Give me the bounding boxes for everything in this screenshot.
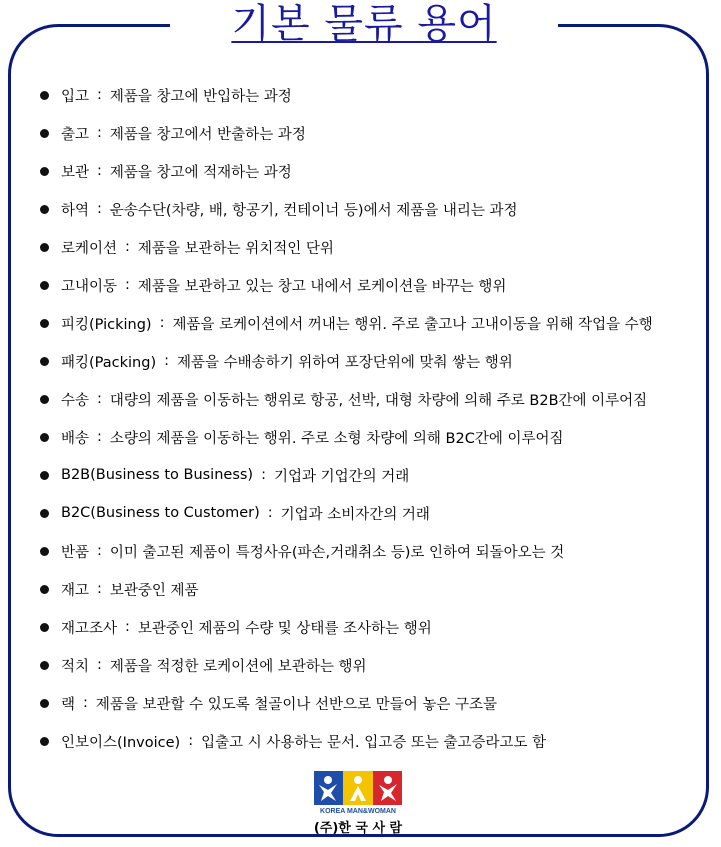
term-item xyxy=(40,380,710,418)
term-separator: : xyxy=(97,429,102,445)
term-description: 제품을 보관하고 있는 창고 내에서 로케이션을 바꾸는 행위 xyxy=(137,278,507,295)
bullet-icon xyxy=(40,585,49,594)
term-item xyxy=(40,722,710,760)
bullet-icon xyxy=(40,357,49,366)
term-name: B2C(Business to Customer) xyxy=(61,505,260,521)
bullet-icon xyxy=(40,433,49,442)
term-description: 기업과 기업간의 거래 xyxy=(273,468,410,485)
term-description: 이미 출고된 제품이 특정사유(파손,거래취소 등)로 인하여 되돌아오는 것 xyxy=(109,544,565,561)
term-name: 랙 xyxy=(61,696,76,713)
logo-mark xyxy=(314,771,402,815)
term-separator: : xyxy=(97,391,102,407)
term-name: 출고 xyxy=(61,126,90,143)
term-separator: : xyxy=(125,239,130,255)
term-name: 패킹(Packing) xyxy=(61,354,157,371)
term-item xyxy=(40,570,710,608)
term-name: 배송 xyxy=(61,430,90,447)
logo-text: KOREA MAN&WOMAN xyxy=(320,808,396,815)
term-name: 보관 xyxy=(61,164,90,181)
term-item xyxy=(40,190,710,228)
term-list xyxy=(40,76,710,760)
company-logo xyxy=(313,771,403,835)
title-area xyxy=(170,0,558,52)
term-item xyxy=(40,494,710,532)
term-name: 반품 xyxy=(61,544,90,561)
bullet-icon xyxy=(40,471,49,480)
term-item xyxy=(40,76,710,114)
term-separator: : xyxy=(125,619,130,635)
term-name: 적치 xyxy=(61,658,90,675)
bullet-icon xyxy=(40,509,49,518)
term-item xyxy=(40,418,710,456)
bullet-icon xyxy=(40,395,49,404)
bullet-icon xyxy=(40,319,49,328)
figure-head-icon xyxy=(384,776,392,784)
term-name: 고내이동 xyxy=(61,278,118,295)
figure-head-icon xyxy=(354,776,362,784)
figure-head-icon xyxy=(324,776,332,784)
bullet-icon xyxy=(40,129,49,138)
term-description: 대량의 제품을 이동하는 행위로 항공, 선박, 대형 차량에 의해 주로 B2B간에 이루어짐 xyxy=(109,392,648,409)
term-separator: : xyxy=(97,125,102,141)
term-separator: : xyxy=(164,353,169,369)
term-description: 보관중인 제품 xyxy=(109,582,199,599)
bullet-icon xyxy=(40,243,49,252)
term-separator: : xyxy=(267,505,273,521)
term-item xyxy=(40,266,710,304)
term-separator: : xyxy=(83,695,88,711)
term-description: 소량의 제품을 이동하는 행위. 주로 소형 차량에 의해 B2C간에 이루어짐 xyxy=(109,430,564,447)
term-separator: : xyxy=(188,733,194,749)
bullet-icon xyxy=(40,281,49,290)
term-description: 제품을 창고에 반입하는 과정 xyxy=(109,88,292,105)
term-name: B2B(Business to Business) xyxy=(61,467,254,483)
term-item xyxy=(40,608,710,646)
term-separator: : xyxy=(125,277,130,293)
term-name: 재고 xyxy=(61,582,90,599)
bullet-icon xyxy=(40,737,49,746)
term-separator: : xyxy=(97,657,102,673)
term-item xyxy=(40,532,710,570)
term-separator: : xyxy=(97,543,102,559)
term-name: 재고조사 xyxy=(61,620,118,637)
term-name: 인보이스(Invoice) xyxy=(61,734,181,751)
term-name: 피킹(Picking) xyxy=(61,316,152,333)
term-description: 운송수단(차량, 배, 항공기, 컨테이너 등)에서 제품을 내리는 과정 xyxy=(109,202,518,219)
term-item xyxy=(40,114,710,152)
term-name: 로케이션 xyxy=(61,240,118,257)
term-description: 제품을 보관할 수 있도록 철골이나 선반으로 만들어 놓은 구조물 xyxy=(95,696,497,713)
company-name: (주)한 국 사 람 xyxy=(313,821,403,836)
bullet-icon xyxy=(40,205,49,214)
term-separator: : xyxy=(97,87,102,103)
term-item xyxy=(40,304,710,342)
bullet-icon xyxy=(40,699,49,708)
term-separator: : xyxy=(97,201,102,217)
bullet-icon xyxy=(40,91,49,100)
term-description: 제품을 수배송하기 위하여 포장단위에 맞춰 쌓는 행위 xyxy=(177,354,513,371)
term-separator: : xyxy=(97,581,102,597)
term-item xyxy=(40,152,710,190)
page-title: 기본 물류 용어 xyxy=(231,1,497,47)
bullet-icon xyxy=(40,623,49,632)
term-description: 입출고 시 사용하는 문서. 입고증 또는 출고증라고도 함 xyxy=(201,734,547,751)
term-description: 제품을 적정한 로케이션에 보관하는 행위 xyxy=(109,658,367,675)
term-name: 입고 xyxy=(61,88,90,105)
bullet-icon xyxy=(40,547,49,556)
bullet-icon xyxy=(40,661,49,670)
term-name: 수송 xyxy=(61,392,90,409)
term-separator: : xyxy=(97,163,102,179)
term-separator: : xyxy=(261,467,266,483)
term-item xyxy=(40,646,710,684)
term-description: 제품을 창고에 적재하는 과정 xyxy=(109,164,292,181)
term-name: 하역 xyxy=(61,202,90,219)
bullet-icon xyxy=(40,167,49,176)
term-description: 제품을 창고에서 반출하는 과정 xyxy=(109,126,306,143)
term-item xyxy=(40,684,710,722)
term-description: 보관중인 제품의 수량 및 상태를 조사하는 행위 xyxy=(137,620,432,637)
term-description: 기업과 소비자간의 거래 xyxy=(280,506,430,523)
term-separator: : xyxy=(159,315,165,331)
term-item xyxy=(40,342,710,380)
term-description: 제품을 로케이션에서 꺼내는 행위. 주로 출고나 고내이동을 위해 작업을 수행 xyxy=(172,316,653,333)
term-item xyxy=(40,456,710,494)
term-description: 제품을 보관하는 위치적인 단위 xyxy=(137,240,334,257)
term-item xyxy=(40,228,710,266)
